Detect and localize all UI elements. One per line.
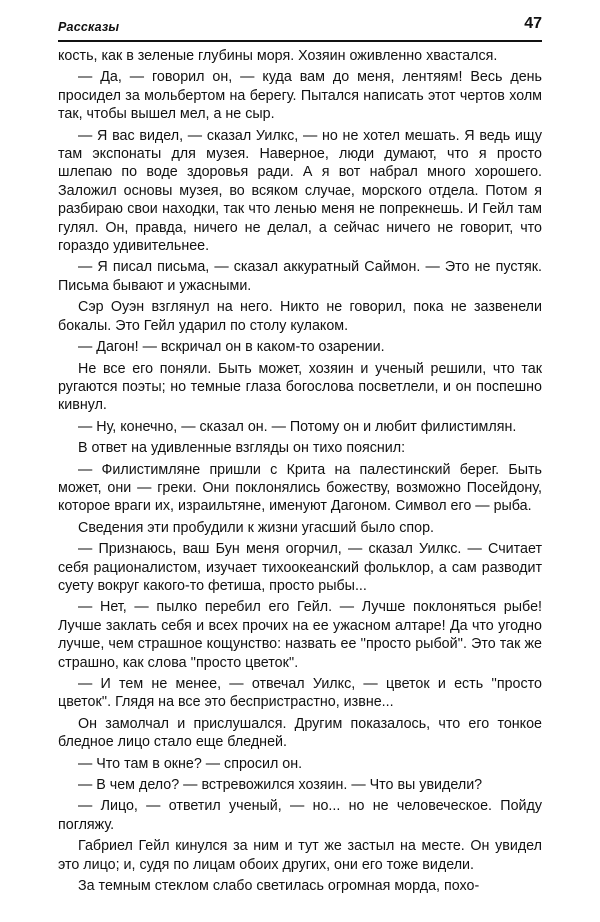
paragraph: — Лицо, — ответил ученый, — но... но не человеческое. Пойду погляжу. (58, 798, 542, 833)
body-text (58, 47, 542, 898)
paragraph: кость, как в зеленые глубины моря. Хозяин оживленно хвастался. (58, 48, 498, 64)
paragraph: Габриел Гейл кинулся за ним и тут же застыл на месте. Он увидел это лицо; и, судя по лицам обоих других, они его тоже видели. (58, 838, 542, 873)
paragraph: В ответ на удивленные взгляды он тихо пояснил: (78, 440, 406, 457)
page-number: 47 (524, 15, 542, 32)
paragraph: — Я писал письма, — сказал аккуратный Саймон. — Это не пустяк. Письма бывают и ужасными. (58, 259, 542, 294)
paragraph: — Филистимляне пришли с Крита на палестинский берег. Быть может, они — греки. Они поклонялись божеству, возможно Посейдону, которое враги их, израильтяне, именуют Дагоном. Символ его — рыба. (58, 461, 542, 515)
paragraph: Он замолчал и прислушался. Другим показалось, что его тонкое бледное лицо стало еще бледней. (58, 715, 542, 751)
paragraph: — Я вас видел, — сказал Уилкс, — но не хотел мешать. Я ведь ищу там экспонаты для музея. Наверное, люди думают, что я просто шлепаю по воде здоровья ради. А я вот набрал много хорошего. Заложил основы музея, во всяком случае, морского отдела. Потом я разбираю свои находки, так что ленью меня не попрекнешь. И Гейл там гулял. Он, правда, ничего не делал, а сейчас ничего не говорит, что гораздо удивительнее. (58, 127, 542, 255)
paragraph: — И тем не менее, — отвечал Уилкс, — цветок и есть ''просто цветок''. Глядя на все это беспристрастно, извне... (58, 676, 542, 711)
paragraph: Сведения эти пробудили к жизни угасший было спор. (78, 519, 434, 536)
paragraph: — Да, — говорил он, — куда вам до меня, лентяям! Весь день просидел за мольбертом на берегу. Пытался написать этот чертов холм так, чтобы вышел мел, а не сыр. (58, 69, 542, 123)
paragraph: — Признаюсь, ваш Бун меня огорчил, — сказал Уилкс. — Считает себя рационалистом, изучает тихоокеанский фольклор, а сам разводит суету вокруг какого-то фетиша, просто рыбы... (58, 541, 542, 594)
paragraph: За темным стеклом слабо светилась огромная морда, похо- (78, 878, 480, 895)
paragraph: Не все его поняли. Быть может, хозяин и ученый решили, что так ругаются поэты; но темные глаза богослова посветлели, и он поспешно кивнул. (58, 360, 542, 414)
paragraph: — Что там в окне? — спросил он. (78, 755, 303, 772)
running-header (58, 14, 542, 42)
paragraph: — В чем дело? — встревожился хозяин. — Что вы увидели? (78, 777, 483, 794)
section-title: Рассказы (58, 20, 120, 34)
paragraph: — Нет, — пылко перебил его Гейл. — Лучше поклоняться рыбе! Лучше заклать себя и всех прочих на ее ужасном алтаре! Да что угодно лучше, чем страшное кощунство: назвать ее ''просто рыбой''. Это так же страшно, как слова ''просто цветок''. (58, 599, 542, 671)
paragraph: — Дагон! — вскричал он в каком-то озарении. (78, 339, 385, 356)
paragraph: Сэр Оуэн взглянул на него. Никто не говорил, пока не зазвенели бокалы. Это Гейл ударил по столу кулаком. (58, 299, 542, 334)
paragraph: — Ну, конечно, — сказал он. — Потому он и любит филистимлян. (78, 418, 517, 435)
